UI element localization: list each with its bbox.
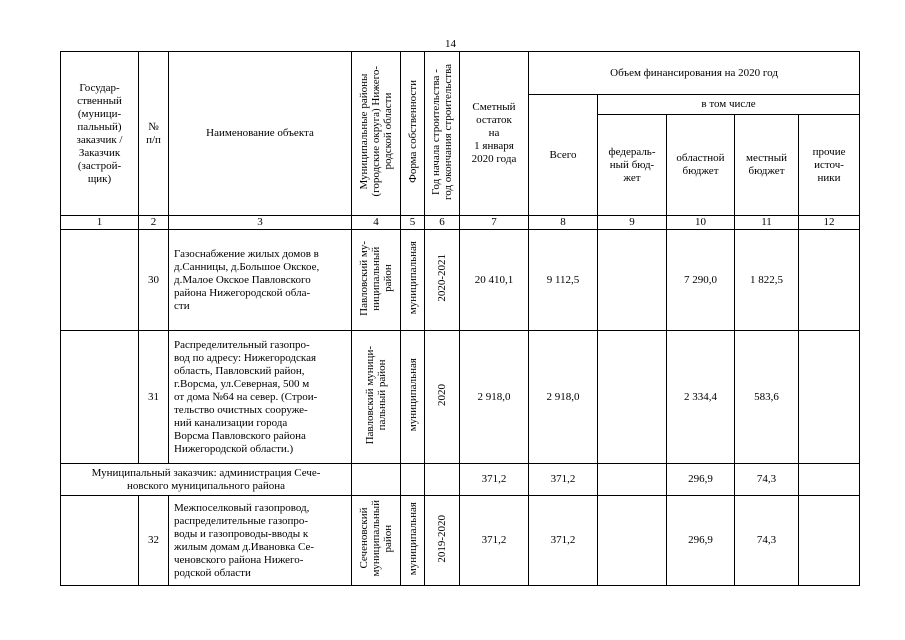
row-ownership: муниципальная	[401, 331, 425, 464]
row-other	[799, 464, 860, 496]
col-number: 2	[139, 216, 169, 230]
row-other	[799, 331, 860, 464]
page-number: 14	[445, 38, 456, 50]
header-customer: Государ- ственный (муници- пальный) заказчик / Заказчик (застрой- щик)	[61, 52, 139, 216]
row-federal	[598, 331, 667, 464]
row-estimate: 371,2	[460, 496, 529, 586]
header-financing: Объем финансирования на 2020 год	[529, 52, 860, 95]
row-regional: 7 290,0	[667, 230, 735, 331]
row-district: Павловский муници- пальный район	[352, 331, 401, 464]
col-number: 9	[598, 216, 667, 230]
row-name: Межпоселковый газопровод, распределительные газопро- воды и газопроводы-вводы к жилым домам д.Ивановка Се- ченовского района Нижего- родской области	[169, 496, 352, 586]
col-number: 10	[667, 216, 735, 230]
row-years	[425, 464, 460, 496]
header-regional: областной бюджет	[667, 115, 735, 216]
header-local: местный бюджет	[735, 115, 799, 216]
table-row	[61, 496, 860, 586]
header-total: Всего	[529, 95, 598, 216]
row-total: 371,2	[529, 464, 598, 496]
row-num: 31	[139, 331, 169, 464]
row-district	[352, 464, 401, 496]
row-name: Распределительный газопро- вод по адресу: Нижегородская область, Павловский район, г.Ворсма, ул.Северная, 500 м от дома №64 на север. (Строи- тельство очистных сооруже- ний канализации города Ворсма Павловского района Нижегородской области.)	[169, 331, 352, 464]
col-number: 1	[61, 216, 139, 230]
row-federal	[598, 496, 667, 586]
col-number: 11	[735, 216, 799, 230]
header-district: Муниципальные районы (городские округа) Нижего- родской области	[352, 52, 401, 216]
section-row	[61, 464, 860, 496]
row-ownership: муниципальная	[401, 496, 425, 586]
row-customer	[61, 230, 139, 331]
row-num: 32	[139, 496, 169, 586]
row-years: 2019-2020	[425, 496, 460, 586]
col-number: 8	[529, 216, 598, 230]
row-years: 2020	[425, 331, 460, 464]
row-total: 9 112,5	[529, 230, 598, 331]
col-number: 12	[799, 216, 860, 230]
row-years: 2020-2021	[425, 230, 460, 331]
table-row	[61, 331, 860, 464]
row-estimate: 2 918,0	[460, 331, 529, 464]
header-years: Год начала строительства - год окончания строительства	[425, 52, 460, 216]
header-num: № п/п	[139, 52, 169, 216]
row-total: 371,2	[529, 496, 598, 586]
col-number: 6	[425, 216, 460, 230]
col-number: 5	[401, 216, 425, 230]
row-regional: 296,9	[667, 464, 735, 496]
header-ownership: Форма собственности	[401, 52, 425, 216]
row-name: Газоснабжение жилых домов в д.Санницы, д.Большое Окское, д.Малое Окское Павловского района Нижегородской обла- сти	[169, 230, 352, 331]
column-number-row	[61, 216, 860, 230]
row-local: 1 822,5	[735, 230, 799, 331]
col-number: 7	[460, 216, 529, 230]
row-local: 74,3	[735, 496, 799, 586]
row-ownership	[401, 464, 425, 496]
row-ownership: муниципальная	[401, 230, 425, 331]
row-customer	[61, 496, 139, 586]
financing-table	[60, 51, 860, 586]
row-local: 74,3	[735, 464, 799, 496]
row-estimate: 20 410,1	[460, 230, 529, 331]
header-incl: в том числе	[598, 95, 860, 115]
row-total: 2 918,0	[529, 331, 598, 464]
row-district: Павловский му- ниципальный район	[352, 230, 401, 331]
row-num: 30	[139, 230, 169, 331]
row-regional: 296,9	[667, 496, 735, 586]
row-other	[799, 496, 860, 586]
row-local: 583,6	[735, 331, 799, 464]
col-number: 3	[169, 216, 352, 230]
row-other	[799, 230, 860, 331]
row-federal	[598, 464, 667, 496]
header-other: прочие источ- ники	[799, 115, 860, 216]
header-federal: федераль- ный бюд- жет	[598, 115, 667, 216]
row-estimate: 371,2	[460, 464, 529, 496]
row-federal	[598, 230, 667, 331]
row-regional: 2 334,4	[667, 331, 735, 464]
col-number: 4	[352, 216, 401, 230]
table-row	[61, 230, 860, 331]
section-label: Муниципальный заказчик: администрация Сече- новского муниципального района	[61, 464, 352, 496]
header-estimate: Сметный остаток на 1 января 2020 года	[460, 52, 529, 216]
header-name: Наименование объекта	[169, 52, 352, 216]
row-customer	[61, 331, 139, 464]
row-district: Сеченовский муниципальный район	[352, 496, 401, 586]
